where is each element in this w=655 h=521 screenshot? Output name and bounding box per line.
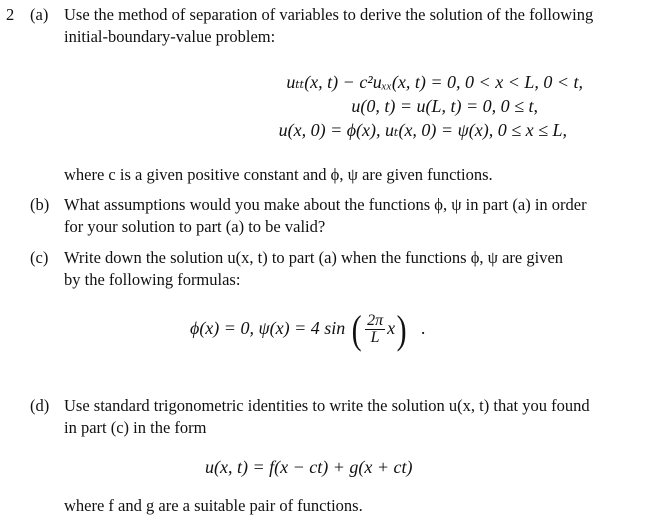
initial-data-formula — [190, 306, 425, 350]
part-b-line-2: for your solution to part (a) to be valid? — [64, 217, 326, 236]
part-d-line-1: Use standard trigonometric identities to write the solution u(x, t) that you found — [64, 396, 590, 415]
formula-period: . — [420, 318, 426, 338]
dalembert-form-equation: u(x, t) = f(x − ct) + g(x + ct) — [205, 457, 413, 477]
part-b-label: (b) — [30, 195, 50, 214]
part-a-line-1: Use the method of separation of variables to derive the solution of the following — [64, 5, 594, 24]
initial-condition-equation: u(x, 0) = ϕ(x), uₜ(x, 0) = ψ(x), 0 ≤ x ≤ L, — [278, 120, 567, 140]
part-b-line-1: What assumptions would you make about the functions ϕ, ψ in part (a) in order — [64, 195, 587, 214]
part-d-where-line: where f and g are a suitable pair of functions. — [64, 496, 363, 515]
two-pi-over-l-fraction — [365, 313, 385, 346]
part-c-line-2: by the following formulas: — [64, 270, 241, 289]
boundary-condition-equation: u(0, t) = u(L, t) = 0, 0 ≤ t, — [351, 96, 538, 116]
part-d-label: (d) — [30, 396, 50, 415]
part-a-line-2: initial-boundary-value problem: — [64, 27, 276, 46]
part-a-label: (a) — [30, 5, 49, 24]
right-paren-icon: ) — [396, 306, 407, 352]
part-c-line-1: Write down the solution u(x, t) to part (a) when the functions ϕ, ψ are given — [64, 248, 564, 267]
part-d-line-2: in part (c) in the form — [64, 418, 207, 437]
part-c-label: (c) — [30, 248, 49, 267]
fraction-denominator: L — [370, 329, 380, 347]
fraction-variable: x — [387, 318, 396, 338]
part-a-where-line: where c is a given positive constant and ϕ, ψ are given functions. — [64, 165, 493, 184]
pde-equation: uₜₜ(x, t) − c²uₓₓ(x, t) = 0, 0 < x < L, 0 < t, — [286, 72, 583, 92]
problem-number: 2 — [6, 5, 15, 24]
initial-data-left: ϕ(x) = 0, ψ(x) = 4 sin — [190, 318, 346, 338]
fraction-numerator: 2π — [367, 312, 384, 330]
left-paren-icon: ( — [351, 306, 362, 352]
